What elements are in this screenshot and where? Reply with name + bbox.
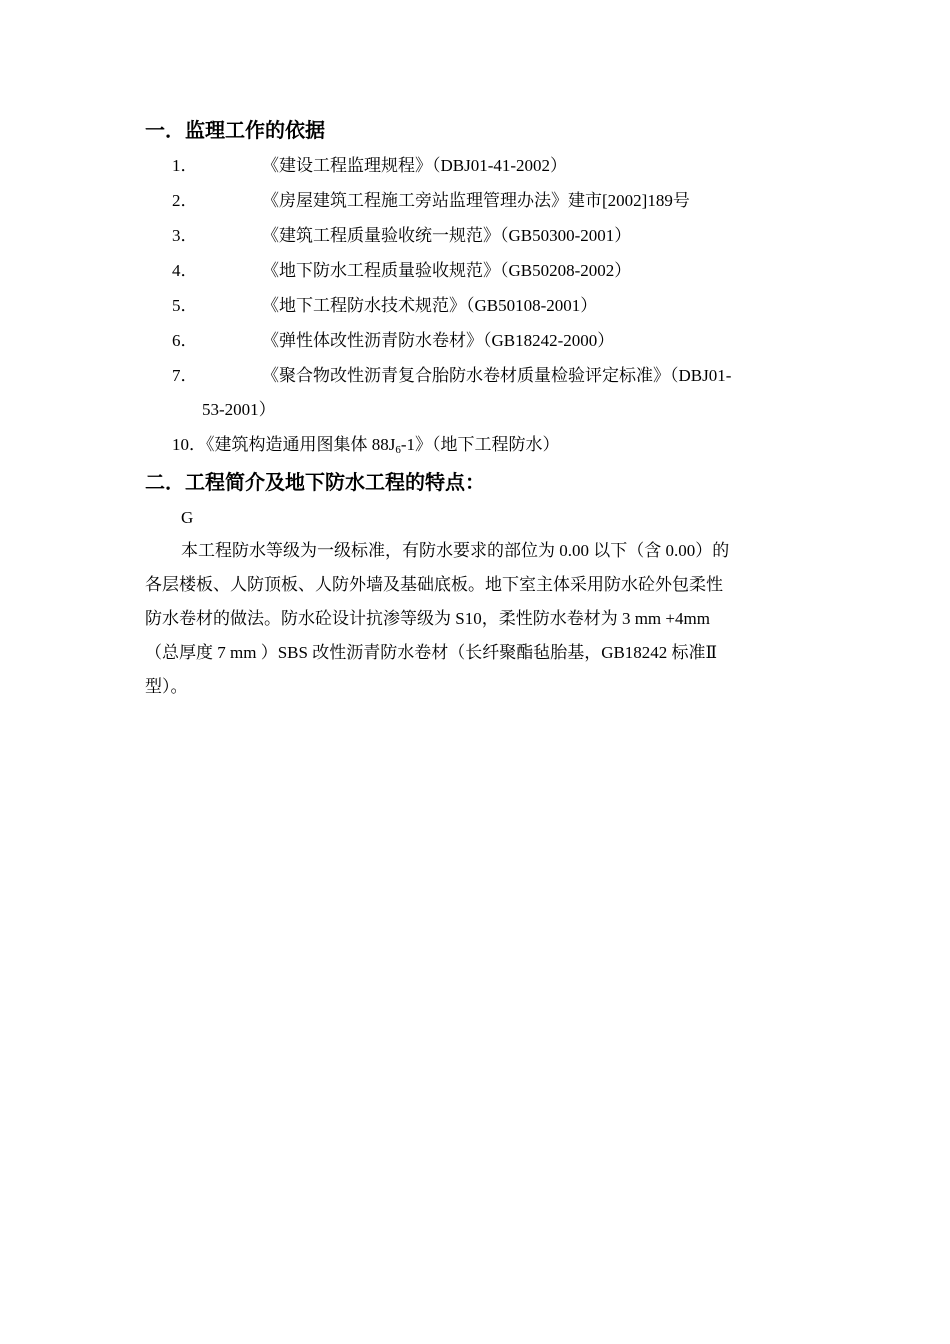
reference-item-1: [172, 153, 567, 179]
item-number: 1．: [172, 156, 198, 175]
item-number: 6．: [172, 331, 198, 350]
item-text: 《建设工程监理规程》（DBJ01-41-2002）: [262, 156, 568, 175]
item-number: 5．: [172, 296, 198, 315]
paragraph-line-2: 各层楼板、人防顶板、人防外墙及基础底板。地下室主体采用防水砼外包柔性: [145, 575, 723, 594]
item-text: 《地下防水工程质量验收规范》（GB50208-2002）: [262, 261, 632, 280]
reference-item-3: [172, 223, 631, 249]
item-text: 《建筑工程质量验收统一规范》（GB50300-2001）: [262, 226, 632, 245]
item-text: 《弹性体改性沥青防水卷材》（GB18242-2000）: [262, 331, 615, 350]
item-text: 《聚合物改性沥青复合胎防水卷材质量检验评定标准》（DBJ01-: [262, 366, 732, 385]
item-number: 3．: [172, 226, 198, 245]
item-number: 2．: [172, 191, 198, 210]
item-number: 4．: [172, 261, 198, 280]
reference-item-10: [172, 432, 560, 458]
item-text: 《地下工程防水技术规范》（GB50108-2001）: [262, 296, 598, 315]
paragraph-line-3: 防水卷材的做法。防水砼设计抗渗等级为 S10，柔性防水卷材为 3 mm +4mm: [145, 609, 710, 628]
item-text: 《房屋建筑工程施工旁站监理管理办法》建市[2002]189号: [262, 191, 690, 210]
reference-item-4: [172, 258, 631, 284]
reference-item-5: [172, 293, 597, 319]
item10-suffix: -1》（地下工程防水）: [400, 435, 560, 454]
reference-item-6: [172, 328, 614, 354]
section2-letter: G: [181, 508, 194, 527]
reference-item-7: [172, 363, 731, 389]
reference-item-7-continuation: 53-2001）: [202, 400, 276, 419]
paragraph-line-1: 本工程防水等级为一级标准，有防水要求的部位为 0.00 以下（含 0.00）的: [181, 541, 730, 560]
item-number: 7．: [172, 366, 198, 385]
item10-prefix: 10．《建筑构造通用图集体 88J: [172, 435, 396, 454]
section2-heading: 二．工程简介及地下防水工程的特点：: [145, 470, 485, 494]
reference-item-2: [172, 188, 690, 214]
paragraph-line-5: 型）。: [145, 677, 188, 696]
paragraph-line-4: （总厚度 7 mm ）SBS 改性沥青防水卷材（长纤聚酯毡胎基，GB18242 标准Ⅱ: [145, 643, 718, 662]
item10-subscript: 6: [395, 444, 401, 456]
section1-heading: 一．监理工作的依据: [145, 118, 325, 142]
